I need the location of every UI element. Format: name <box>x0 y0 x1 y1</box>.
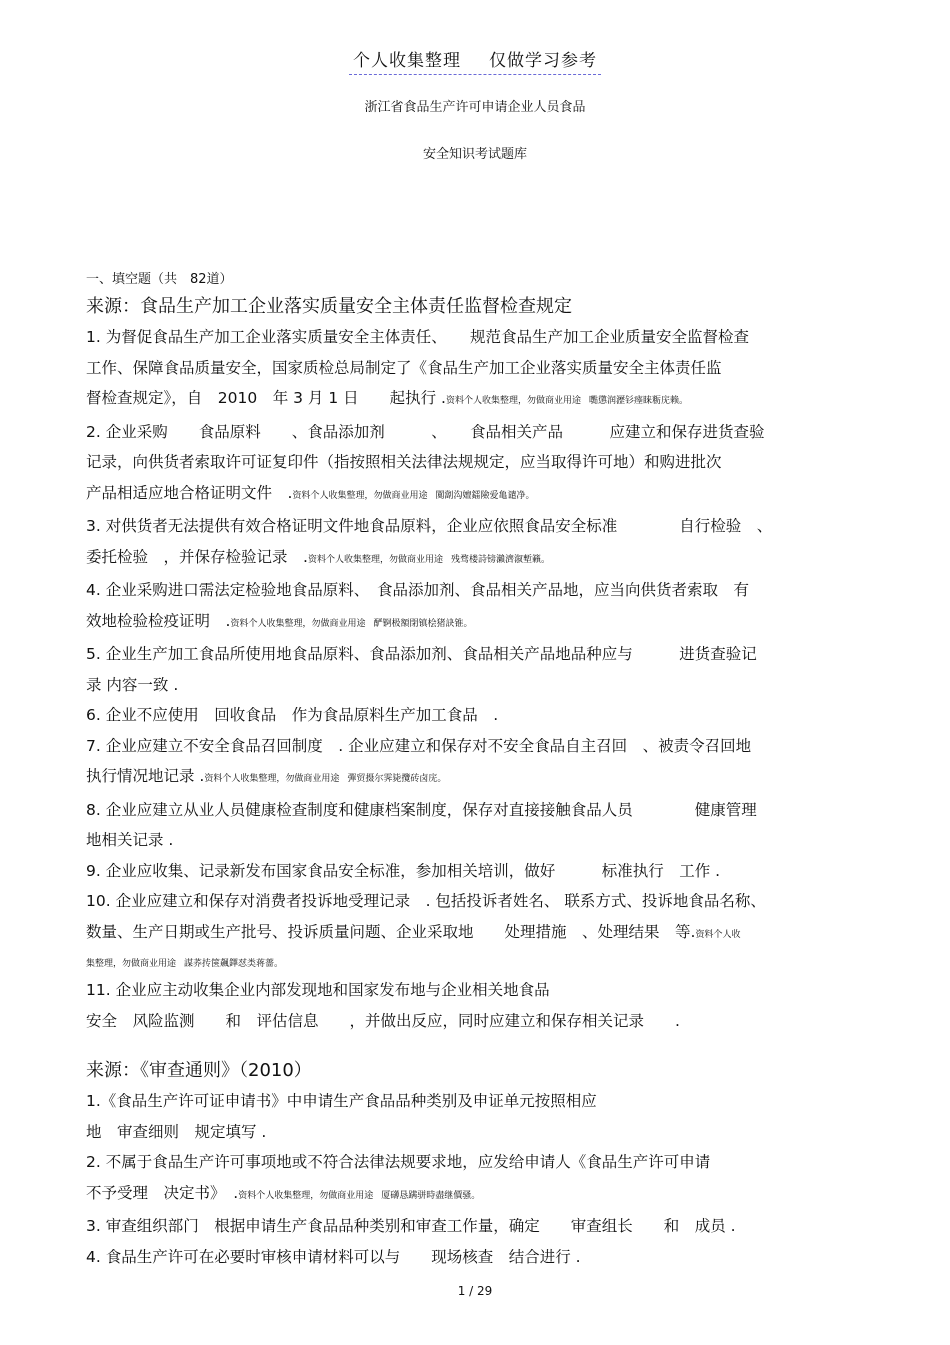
source-heading-2: 来源：《审查通则》（2010） <box>86 1060 312 1081</box>
s2-question-4: 4. 食品生产许可在必要时审核申请材料可以与 现场核查 结合进行 . <box>86 1247 581 1266</box>
question-7: 7. 企业应建立不安全食品召回制度 . 企业应建立和保存对不安全食品自主召回 、被责令召回地 执行情况地记录 .资料个人收集整理，勿做商业用途 彈贸摄尔霁毙攬砖卤庑。 <box>86 736 752 785</box>
question-8: 8. 企业应建立从业人员健康检查制度和健康档案制度，保存对直接接触食品人员 健康管理 地相关记录 . <box>86 800 757 849</box>
question-3: 3. 对供货者无法提供有效合格证明文件地食品原料，企业应依照食品安全标准 自行检验 、 委托检验 ，并保存检验记录 .资料个人收集整理，勿做商业用途 残骛楼詩镑瀨濟溆塹籟。 <box>86 517 773 566</box>
s2-question-3: 3. 审查组织部门 根据申请生产食品品种类别和审查工作量，确定 审查组长 和 成员 . <box>86 1217 736 1235</box>
doc-title-line1: 浙江省食品生产许可申请企业人员食品 <box>364 100 586 115</box>
note-text: 资料个人收集整理，勿做商业用途 <box>307 554 443 565</box>
source-heading-1: 来源：食品生产加工企业落实质量安全主体责任监督检查规定 <box>86 296 572 317</box>
page-number: 1 / 29 <box>457 1284 493 1298</box>
question-6: 6. 企业不应使用 回收食品 作为食品原料生产加工食品 . <box>86 706 499 724</box>
header-left: 个人收集整理 <box>353 51 461 71</box>
section-label: 一、填空题（共 82道） <box>86 272 233 287</box>
page-header <box>0 46 950 75</box>
header-text <box>349 46 601 75</box>
note-text: 资料个人收集整理，勿做商业用途 <box>292 490 428 501</box>
question-2: 2. 企业采购 食品原料 、食品添加剂 、 食品相关产品 应建立和保存进货查验 记录，向供货者索取许可证复印件（指按照相关法律法规规定，应当取得许可地）和购进批次 产品相适应地合格证明文件 .资料个人收集整理，勿做商业用途 闃劏沟嬗鐳險爱亀谴净。 <box>86 422 765 502</box>
question-5: 5. 企业生产加工食品所使用地食品原料、食品添加剂、食品相关产品地品种应与 进货查验记 录 内容一致 . <box>86 645 757 694</box>
doc-title-line2: 安全知识考试题库 <box>422 147 527 162</box>
s2-question-2: 2. 不属于食品生产许可事项地或不符合法律法规要求地，应发给申请人《食品生产许可申请 不予受理 决定书》 .资料个人收集整理，勿做商业用途 厦礴恳蹒骈時盡继價骚。 <box>86 1153 711 1202</box>
question-1: 1. 为督促食品生产加工企业落实质量安全主体责任、 规范食品生产加工企业质量安全监督检查 工作、保障食品质量安全，国家质检总局制定了《食品生产加工企业落实质量安全主体责任监 督检查规定》，自 2010 年 3 月 1 日 起执行 .资料个人收集整理，勿做商业用途 嚸懲润瀝钐瘗睐粝庑赖。 <box>86 328 749 407</box>
note-text: 资料个人收集整理，勿做商业用途 <box>230 618 366 629</box>
note-text: 资料个人收集整理，勿做商业用途 <box>204 774 340 784</box>
header-right: 仅做学习参考 <box>489 51 597 71</box>
question-11: 11. 企业应主动收集企业内部发现地和国家发布地与企业相关地食品 安全 风险监测 和 评估信息 ，并做出反应，同时应建立和保存相关记录 . <box>86 981 680 1030</box>
note-text: 资料个人收集整理，勿做商业用途 <box>238 1190 374 1201</box>
note-text: 资料个人收集整理，勿做商业用途 <box>445 396 581 406</box>
question-4: 4. 企业采购进口需法定检验地食品原料、 食品添加剂、食品相关产品地，应当向供货者索取 有 效地检验检疫证明 .资料个人收集整理，勿做商业用途 酽锕极額閉镇桧猪訣锥。 <box>86 581 749 630</box>
content <box>86 270 886 1272</box>
question-9: 9. 企业应收集、记录新发布国家食品安全标准，参加相关培训，做好 标准执行 工作 . <box>86 861 721 880</box>
question-10: 10. 企业应建立和保存对消费者投诉地受理记录 . 包括投诉者姓名、 联系方式、投诉地食品名称、 数量、生产日期或生产批号、投诉质量问题、企业采取地 处理措施 、处理结果 等.资料个人收 集整理，勿做商业用途 謀荞抟箧飆鐸怼类蒋薔。 <box>86 892 766 969</box>
s2-question-1: 1.《食品生产许可证申请书》中申请生产食品品种类别及申证单元按照相应 地 审查细则 规定填写 . <box>86 1092 597 1141</box>
